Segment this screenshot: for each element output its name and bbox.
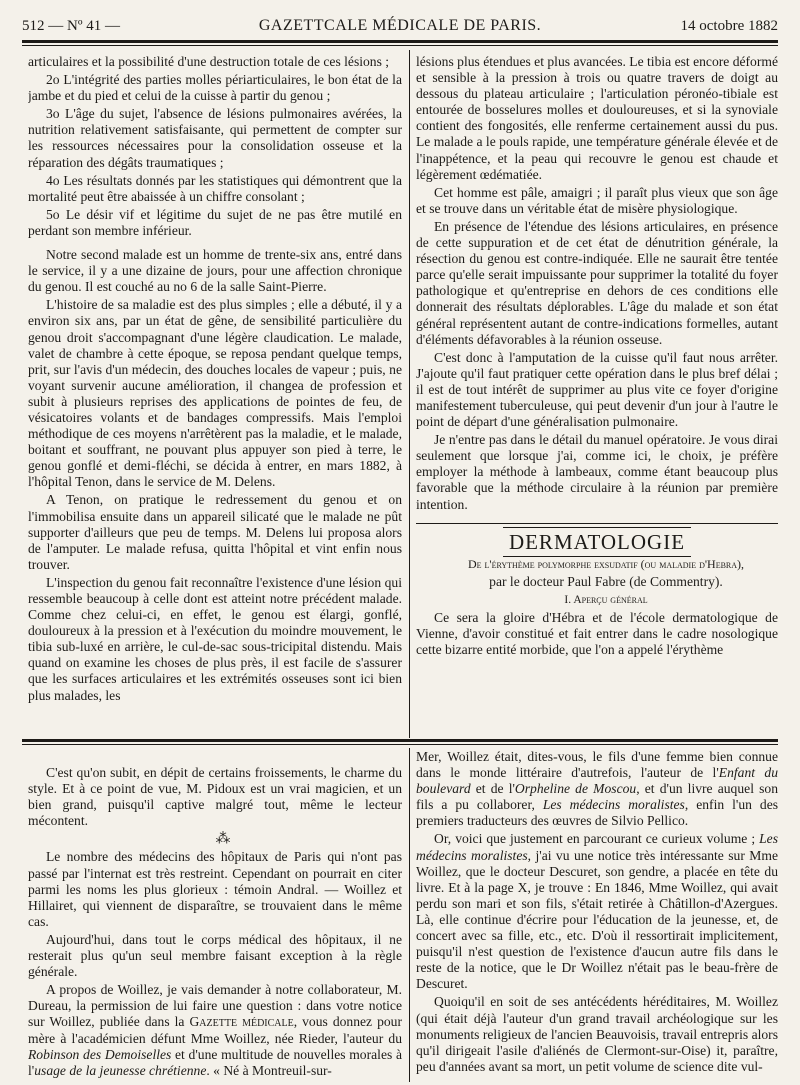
- book-title: Orpheline de Moscou: [514, 781, 637, 797]
- paragraph: Notre second malade est un homme de trente-six ans, entré dans le service, il y a une dizaine de jours, pour une affection chronique du genou. Il est couché au no 6 de la salle Saint-Pierre.: [28, 247, 402, 295]
- header-rule-thin: [22, 45, 778, 46]
- book-title: Enfant du boulevard: [416, 765, 778, 797]
- paragraph: Le nombre des médecins des hôpitaux de Paris qui n'ont pas passé par l'internat est très restreint. Cependant on pourrait en citer parmi les noms les plus glorieux : témoin Andral. — Woillez et Hillairet, qui viennent de disparaître, se trouvaient dans le même cas.: [28, 849, 402, 929]
- paragraph: Je n'entre pas dans le détail du manuel opératoire. Je vous dirai seulement que lorsque j'ai, comme ici, le choix, je préfère employer la méthode à lambeaux, comme étant beaucoup plus favorable que la méthode circulaire à la réunion par première intention.: [416, 432, 778, 512]
- paragraph: Aujourd'hui, dans tout le corps médical des hôpitaux, il ne resterait plus qu'un seul membre faisant exception à la règle générale.: [28, 931, 402, 980]
- list-item: 5o Le désir vif et légitime du sujet de ne pas être mutilé en perdant son membre inférieur.: [28, 206, 402, 238]
- paragraph: L'inspection du genou fait reconnaître l'existence d'une lésion qui ressemble beaucoup à celle dont est atteint notre précédent malade. Comme chez celui-ci, en effet, le genou est élargi, gonflé, douloureux à la pression et à l'exécution du moindre mouvement, le tibia sub-luxé en arrière, le cul-de-sac sous-tricipital distendu. Mais quand on examine les choses de plus près, il est facile de s'assurer que les surfaces articulaires et les extrémités osseuses sont ici bien plus malades, les: [28, 574, 402, 703]
- column-divider: [409, 50, 410, 738]
- book-title: Les médecins moralistes: [416, 831, 778, 863]
- page-number: 512 — Nº 41 —: [22, 18, 120, 34]
- list-item: 2o L'intégrité des parties molles périarticulaires, le bon état de la jambe et du pied et celui de la cuisse à partir du genou ;: [28, 72, 402, 104]
- text-run: . « Né à Montreuil-sur-: [206, 1062, 332, 1078]
- paragraph: [416, 831, 778, 992]
- section-heading: [416, 529, 778, 554]
- book-title: Robinson des Demoiselles: [28, 1046, 172, 1062]
- header-rule: [22, 40, 778, 43]
- section-divider: [416, 523, 778, 524]
- paragraph: Quoiqu'il en soit de ses antécédents héréditaires, M. Woillez (qui était déjà l'auteur d'un grand travail archéologique sur les monuments religieux de l'ancien Beauvoisis, travail entrepris alors qu'il dirigeait l'asile d'aliénés de Clermont-sur-Oise) it, paraître, peu d'années avant sa mort, un petit volume de science dite vul-: [416, 994, 778, 1074]
- text-run: et d'une multitude de nouvelles morales à l': [28, 1046, 402, 1078]
- paragraph: [28, 982, 402, 1079]
- column-top-left: [28, 54, 402, 734]
- paragraph: L'histoire de sa maladie est des plus simples ; elle a débuté, il y a environ six ans, par un état de gêne, de sensibilité particulière du genou droit s'accompagnant d'une légère claudication. Le malade, valet de chambre à cette époque, se reposa pendant quelque temps, prit, sur l'avis d'un médecin, des douches locales de vapeur ; puis, ne voyant survenir aucune amélioration, il changea de profession et subit à plusieurs reprises des applications de pointes de feu, de vésicatoires volants et de bandages compressifs. Mais l'emploi méthodique de ces moyens n'arrêtèrent pas la maladie, et le malade, boitant et souffrant, ne pouvant plus appuyer son pied à terre, le genou gonflé et demi-fléchi, se décida à entrer, en mars 1882, à l'hôpital Tenon, dans le service de M. Delens.: [28, 297, 402, 490]
- column-bottom-left: [28, 765, 402, 1083]
- paragraph: C'est qu'on subit, en dépit de certains froissements, le charme du style. Et à ce point de vue, M. Pidoux est un vrai magicien, et un bien grand, puisqu'il captive malgré tout, même le lecteur mécontent.: [28, 765, 402, 829]
- paragraph: [416, 749, 778, 829]
- text-run: A propos de Woillez, je vais demander à notre collaborateur, M. Dureau, la permission de lui faire une question : dans votre notice sur Woillez, publiée dans la: [28, 982, 402, 1030]
- issue-date: 14 octobre 1882: [680, 18, 778, 34]
- book-title: usage de la jeunesse chrétienne: [34, 1062, 207, 1078]
- section-title: DERMATOLOGIE: [503, 527, 691, 557]
- article-title-prefix: De l': [467, 556, 492, 571]
- article-title-text: érythème polymorphe exsudatif (ou maladie d'Hebra),: [491, 556, 745, 571]
- column-bottom-right: [416, 749, 778, 1083]
- journal-reference: Gazette médicale: [189, 1014, 294, 1030]
- book-title: Les médecins moralistes: [542, 797, 685, 813]
- text-run: , vous donnez pour mère à l'académicien défunt Mme Woillez, née Rieder, l'auteur du: [28, 1014, 402, 1046]
- asterism-separator: ⁂: [215, 831, 233, 848]
- fold-rule-thin: [22, 744, 778, 745]
- article-subheading: I. Aperçu général: [564, 593, 648, 606]
- paragraph: Ce sera la gloire d'Hébra et de l'école dermatologique de Vienne, d'avoir constitué et fait entrer dans le cadre nosologique cette bizarre entité morbide, que l'on a appelé l'érythème: [416, 610, 778, 658]
- paragraph: En présence de l'étendue des lésions articulaires, en présence de cette suppuration et de cet état de dénutrition générale, la résection du genou est contre-indiquée. Elle ne saurait être tentée parce qu'elle serait impuissante pour supprimer la totalité du foyer pathologique et qu'entreprise en dehors de ces conditions elle donnerait des résultats déplorables. L'âge du malade et son état général représentent autant de contre-indications formelles, autant d'éléments défavorables à la réunion osseuse.: [416, 218, 778, 347]
- text-run: , enfin l'un des premiers traducteurs des œuvres de Silvio Pellico.: [416, 797, 778, 829]
- article-title: [416, 556, 778, 572]
- text-run: , et d'un livre auquel son fils a pu collaborer,: [416, 781, 778, 813]
- text-run: Mer, Woillez était, dites-vous, le fils d'une femme bien connue dans le monde littéraire d'autrefois, l'auteur de l': [416, 749, 778, 781]
- paragraph: Cet homme est pâle, amaigri ; il paraît plus vieux que son âge et se trouve dans un véritable état de misère physiologique.: [416, 184, 778, 216]
- article-author: par le docteur Paul Fabre (de Commentry).: [489, 573, 723, 589]
- fold-rule: [22, 739, 778, 742]
- text-run: Or, voici que justement en parcourant ce curieux volume ;: [434, 831, 760, 847]
- text-run: et de l': [470, 781, 515, 797]
- page-header: [22, 16, 778, 38]
- journal-title: GAZETTCALE MÉDICALE DE PARIS.: [258, 17, 542, 34]
- text-run: , j'ai vu une notice très intéressante sur Mme Woillez, que le docteur Descuret, son gendre, a placée en tête du livre. Et à la page X, je trouve : En 1846, Mme Woillez, qui avait perdu son mari et son fils, s'était retirée à Châtillon-d'Azergues. Là, elle continue d'écrire pour l'éducation de la jeunesse, et, de concert avec sa fille, etc., etc. D'où il ressortirait implicitement, puisqu'il n'est question de l'existence d'aucun autre fils dans le reste de la notice, que le Dr Woillez n'était pas le beau-frère de Descuret.: [416, 847, 778, 992]
- column-top-right: [416, 54, 778, 734]
- list-item: 3o L'âge du sujet, l'absence de lésions pulmonaires avérées, la nutrition relativement satisfaisante, qui permettent de compter sur les ressources nécessaires pour la consolidation osseuse et la réparation des dégâts traumatiques ;: [28, 106, 402, 170]
- list-item: 4o Les résultats donnés par les statistiques qui démontrent que la mortalité peut être abaissée à un chiffre consolant ;: [28, 172, 402, 204]
- column-divider: [409, 748, 410, 1082]
- paragraph: A Tenon, on pratique le redressement du genou et on l'immobilisa ensuite dans un appareil silicaté que le malade ne pût supporter d'ailleurs que peu de temps. M. Delens lui proposa alors de l'amputer. Le malade refusa, quitta l'hôpital et vint enfin nous trouver.: [28, 492, 402, 572]
- paragraph: articulaires et la possibilité d'une destruction totale de ces lésions ;: [28, 54, 390, 69]
- paragraph: lésions plus étendues et plus avancées. Le tibia est encore déformé et sensible à la pression à trois ou quatre travers de doigt au dessous du plateau articulaire ; l'articulation péronéo-tibiale est entourée de bosselures molles et douloureuses, et si la synoviale contient des fongosités, elle renferme certainement aussi du pus. Le malade a le pouls rapide, une température générale élevée et de l'inappétence, et la peau qui recouvre le genou est chaude et légèrement œdématiée.: [416, 54, 778, 182]
- paragraph: C'est donc à l'amputation de la cuisse qu'il faut nous arrêter. J'ajoute qu'il faut pratiquer cette opération dans le plus bref délai ; il est de tout intérêt de supprimer au plus vite ce foyer d'origine manifestement tuberculeuse, qui peut devenir d'un jour à l'autre le point de départ d'une généralisation pulmonaire.: [416, 349, 778, 430]
